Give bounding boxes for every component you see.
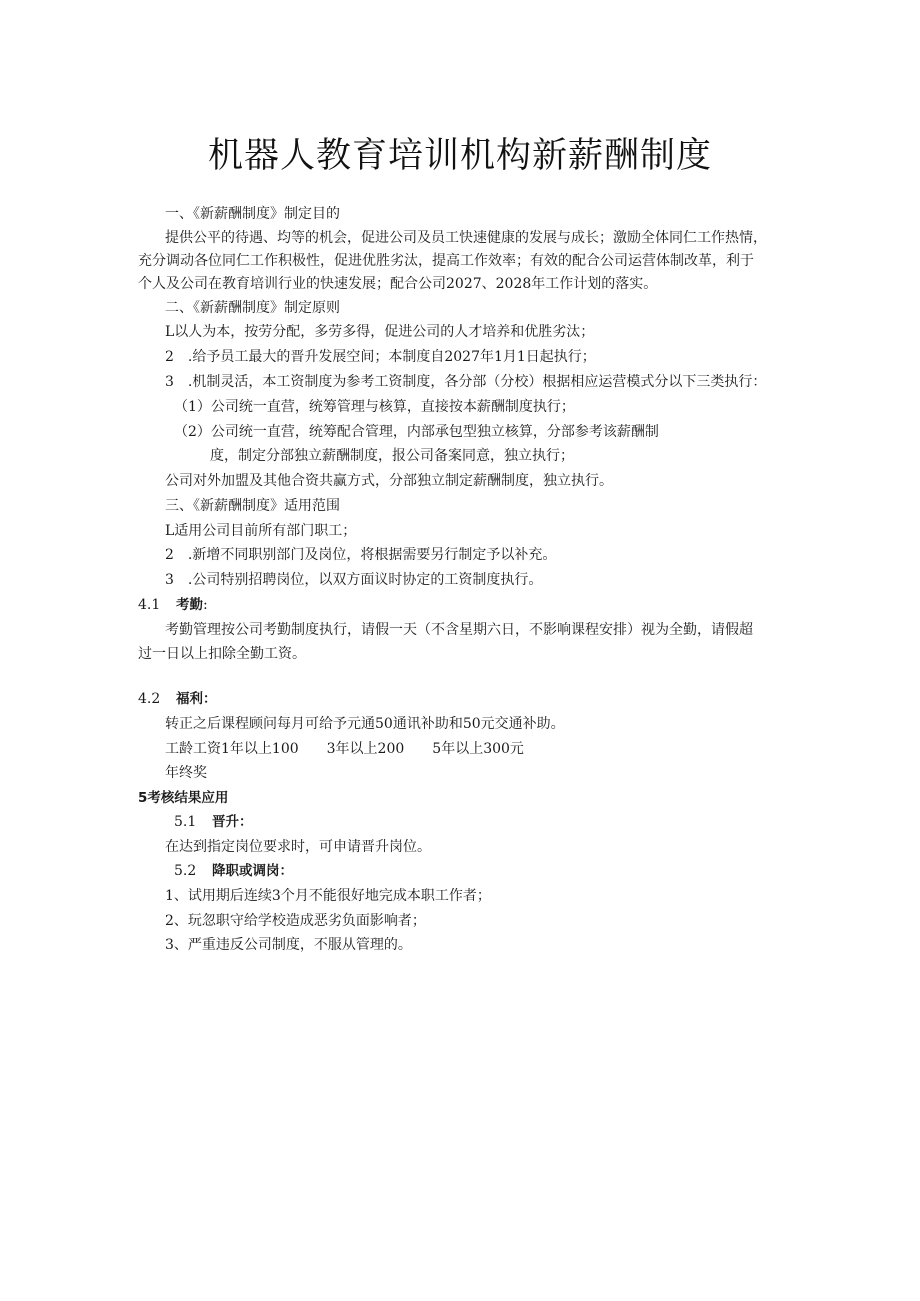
section2-item: 2 .给予员工最大的晋升发展空间；本制度自2027年1月1日起执行；	[165, 349, 596, 365]
s52-item: 1、试用期后连续3个月不能很好地完成本职工作者；	[165, 888, 491, 904]
s41-colon: :	[203, 597, 208, 613]
section3-item: 3 .公司特别招聘岗位，以双方面议时协定的工资制度执行。	[165, 572, 543, 588]
s42-number: 4.2	[138, 691, 161, 707]
s42-line: 年终奖	[165, 765, 207, 781]
section3-item: L适用公司目前所有部门职工；	[165, 523, 357, 539]
s42-seniority-line	[165, 740, 524, 758]
section3-item: 2 .新增不同职别部门及岗位，将根据需要另行制定予以补充。	[165, 547, 557, 563]
section1-para-line: 提供公平的待遇、均等的机会，促进公司及员工快速健康的发展与成长；激励全体同仁工作热情，	[165, 230, 767, 246]
section2-heading: 二、《新薪酬制度》制定原则	[165, 300, 340, 316]
s52-item: 2、玩忽职守给学校造成恶劣负面影响者；	[165, 913, 426, 929]
s41-para-line: 考勤管理按公司考勤制度执行，请假一天（不含星期六日，不影响课程安排）视为全勤，请假超	[165, 622, 753, 638]
s5-heading: 5考核结果应用	[138, 790, 229, 806]
s51-label: 晋升：	[212, 814, 253, 830]
seniority-1: 工龄工资1年以上100	[165, 741, 299, 757]
s41-number: 4.1	[138, 597, 161, 613]
section1-para-line: 充分调动各位同仁工作积极性，促进优胜劣汰，提高工作效率；有效的配合公司运营体制改革，利于	[138, 253, 754, 269]
s52-number: 5.2	[174, 863, 197, 879]
s41-label: 考勤	[176, 597, 203, 613]
s52-heading	[174, 862, 293, 880]
section1-para-line: 个人及公司在教育培训行业的快速发展；配合公司2027、2028年工作计划的落实。	[138, 276, 658, 292]
section3-heading: 三、《新薪酬制度》适用范围	[165, 498, 340, 514]
seniority-3: 3年以上200	[326, 741, 405, 757]
s51-text: 在达到指定岗位要求时，可申请晋升岗位。	[165, 839, 431, 855]
section1-heading: 一、《新薪酬制度》制定目的	[165, 206, 340, 222]
section2-item: L以人为本，按劳分配，多劳多得，促进公司的人才培养和优胜劣汰；	[165, 324, 595, 340]
s41-para-line: 过一日以上扣除全勤工资。	[138, 646, 306, 662]
section2-subitem: （1）公司统一直营，统筹管理与核算，直接按本薪酬制度执行；	[174, 399, 575, 415]
section2-item: 3 .机制灵活，本工资制度为参考工资制度，各分部（分校）根据相应运营模式分以下三类执行：	[165, 374, 767, 390]
s52-label: 降职或调岗：	[212, 863, 293, 879]
seniority-5: 5年以上300元	[432, 741, 524, 757]
s51-number: 5.1	[174, 814, 197, 830]
s41-heading	[138, 596, 208, 614]
section2-item: 公司对外加盟及其他合资共赢方式，分部独立制定薪酬制度，独立执行。	[165, 473, 613, 489]
document-title: 机器人教育培训机构新薪酬制度	[207, 136, 712, 176]
s42-label: 福利：	[176, 691, 217, 707]
s42-line: 转正之后课程顾问每月可给予元通50通讯补助和50元交通补助。	[165, 716, 565, 732]
section2-subitem: （2）公司统一直营，统筹配合管理，内部承包型独立核算，分部参考该薪酬制	[174, 424, 659, 440]
s42-heading	[138, 690, 217, 708]
s52-item: 3、严重违反公司制度，不服从管理的。	[165, 937, 412, 953]
s51-heading	[174, 813, 253, 831]
section2-subitem-cont: 度，制定分部独立薪酬制度，报公司备案同意，独立执行；	[210, 448, 574, 464]
